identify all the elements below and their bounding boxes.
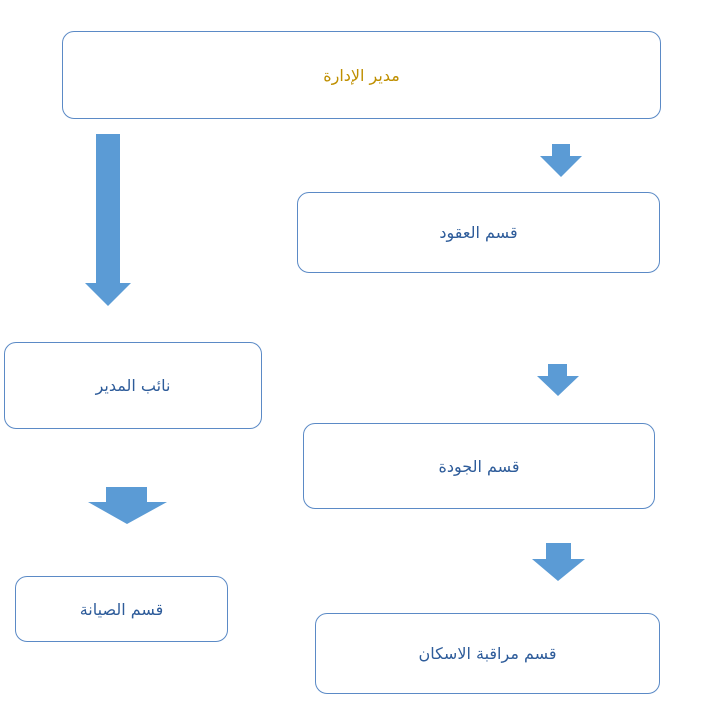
- node-housing-label: قسم مراقبة الاسكان: [418, 644, 557, 663]
- node-contracts: [297, 192, 660, 273]
- arrow-director-to-contracts: [540, 144, 582, 177]
- arrow-quality-to-housing: [532, 543, 585, 581]
- node-deputy: [4, 342, 262, 429]
- node-quality-label: قسم الجودة: [438, 456, 520, 476]
- arrow-deputy-to-maintenance: [88, 487, 167, 524]
- node-contracts-label: قسم العقود: [439, 223, 518, 242]
- node-deputy-label: نائب المدير: [95, 376, 171, 395]
- node-maintenance: [15, 576, 228, 642]
- node-director: [62, 31, 661, 119]
- arrow-director-to-deputy: [85, 134, 131, 306]
- node-quality: [303, 423, 655, 509]
- node-maintenance-label: قسم الصيانة: [79, 599, 164, 619]
- node-director-label: مدير الإدارة: [323, 65, 400, 85]
- arrow-contracts-to-quality: [537, 364, 579, 396]
- node-housing: [315, 613, 660, 694]
